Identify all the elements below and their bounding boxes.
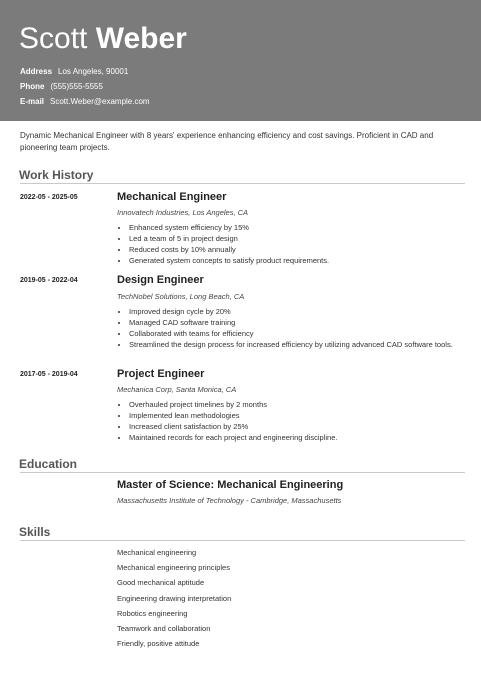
email-label: E-mail	[20, 97, 45, 106]
job-title: Design Engineer	[117, 274, 204, 286]
education-heading: Education	[19, 457, 78, 471]
skill-item: Good mechanical aptitude	[117, 578, 205, 588]
job-company: TechNobel Solutions, Long Beach, CA	[117, 292, 245, 301]
job-bullet: • Increased client satisfaction by 25%	[129, 421, 469, 432]
degree-title: Master of Science: Mechanical Engineering	[117, 479, 344, 491]
job-bullet: • Maintained records for each project and engineering discipline.	[129, 432, 469, 443]
professional-summary: Dynamic Mechanical Engineer with 8 years' experience enhancing efficiency and cost savings. Proficient in CAD and pioneering team projects.	[20, 131, 434, 152]
job-bullets	[117, 399, 469, 443]
school-name: Massachusetts Institute of Technology - Cambridge, Massachusetts	[117, 496, 342, 505]
section-divider	[20, 540, 465, 541]
contact-email	[20, 96, 150, 108]
job-title: Mechanical Engineer	[117, 191, 227, 203]
job-dates: 2019-05 - 2022-04	[20, 277, 78, 284]
job-bullets	[117, 222, 469, 266]
job-bullet: • Managed CAD software training	[129, 317, 469, 328]
job-dates: 2022-05 - 2025-05	[20, 194, 78, 201]
phone-label: Phone	[20, 82, 45, 91]
job-bullet: • Streamlined the design process for increased efficiency by utilizing advanced CAD software tools.	[129, 339, 469, 350]
job-bullet: • Enhanced system efficiency by 15%	[129, 222, 469, 233]
email-value: Scott.Weber@example.com	[50, 97, 150, 106]
skill-item: Engineering drawing interpretation	[117, 593, 232, 603]
job-company: Innovatech Industries, Los Angeles, CA	[117, 208, 249, 217]
job-bullet: • Generated system concepts to satisfy product requirements.	[129, 255, 469, 266]
phone-value: (555)555-5555	[50, 82, 103, 91]
address-value: Los Angeles, 90001	[58, 67, 129, 76]
section-divider	[20, 183, 465, 184]
job-bullet: • Collaborated with teams for efficiency	[129, 328, 469, 339]
job-bullet: • Overhauled project timelines by 2 months	[129, 399, 469, 410]
skills-heading: Skills	[19, 525, 51, 539]
contact-address	[20, 66, 128, 78]
skills-list	[117, 547, 231, 653]
section-divider	[20, 472, 465, 473]
skill-item: Mechanical engineering principles	[117, 563, 230, 573]
job-bullet: • Reduced costs by 10% annually	[129, 244, 469, 255]
skill-item: Friendly, positive attitude	[117, 639, 200, 649]
job-bullet: • Implemented lean methodologies	[129, 410, 469, 421]
job-bullet: • Improved design cycle by 20%	[129, 306, 469, 317]
first-name: Scott	[19, 22, 88, 55]
skill-item: Mechanical engineering	[117, 548, 197, 557]
job-bullet: • Led a team of 5 in project design	[129, 233, 469, 244]
job-company: Mechanica Corp, Santa Monica, CA	[117, 385, 237, 394]
skill-item: Teamwork and collaboration	[117, 623, 211, 633]
candidate-name	[19, 19, 187, 59]
address-label: Address	[20, 67, 53, 76]
contact-phone	[20, 81, 103, 93]
job-title: Project Engineer	[117, 368, 205, 380]
resume-header	[0, 0, 481, 121]
work-history-heading: Work History	[19, 168, 94, 182]
job-bullets	[117, 306, 469, 350]
last-name: Weber	[95, 22, 187, 55]
job-dates: 2017-05 - 2019-04	[20, 371, 78, 378]
skill-item: Robotics engineering	[117, 608, 188, 618]
